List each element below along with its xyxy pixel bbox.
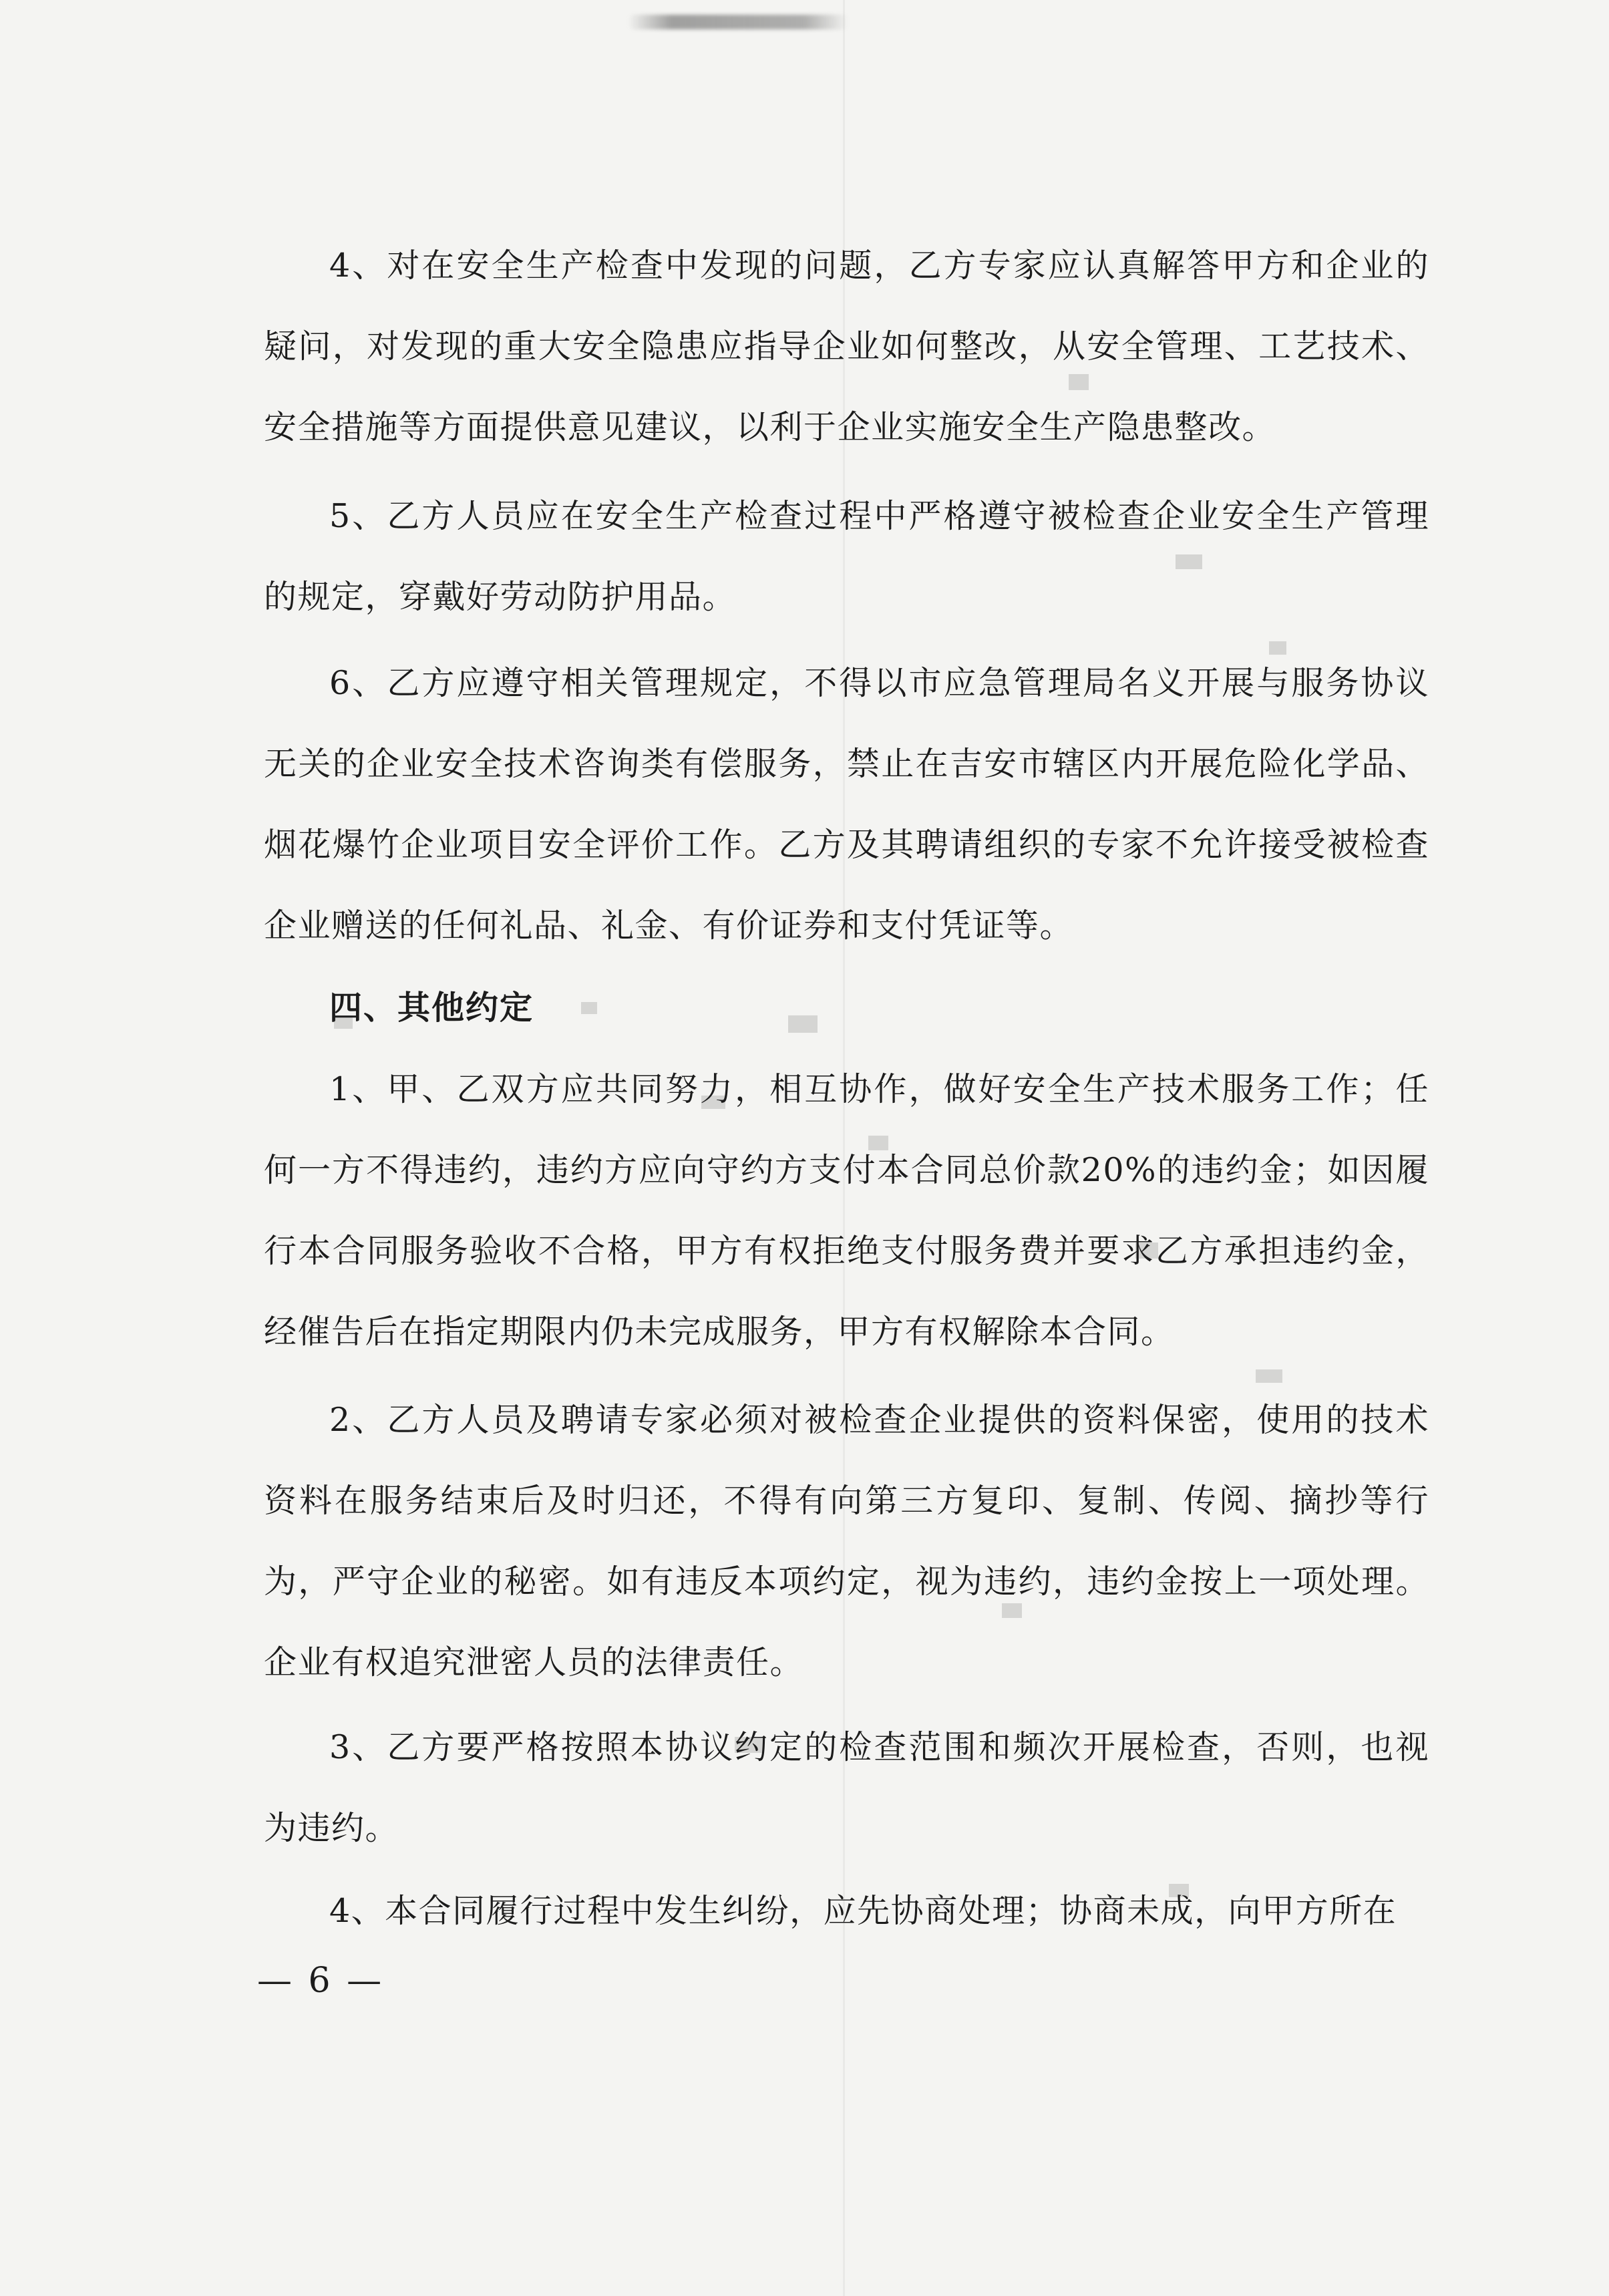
other-paragraph-3: 3、乙方要严格按照本协议约定的检查范围和频次开展检查，否则，也视为违约。 xyxy=(264,1728,1429,1847)
other-paragraph-2: 2、乙方人员及聘请专家必须对被检查企业提供的资料保密，使用的技术资料在服务结束后及时归还，不得有向第三方复印、复制、传阅、摘抄等行为，严守企业的秘密。如有违反本项约定，视为违约，违约金按上一项处理。企业有权追究泄密人员的法律责任。 xyxy=(264,1401,1429,1681)
paragraph-4: 4、对在安全生产检查中发现的问题，乙方专家应认真解答甲方和企业的疑问，对发现的重大安全隐患应指导企业如何整改，从安全管理、工艺技术、安全措施等方面提供意见建议，以利于企业实施安全生产隐患整改。 xyxy=(264,247,1429,446)
other-paragraph-4: 4、本合同履行过程中发生纠纷，应先协商处理；协商未成，向甲方所在 xyxy=(329,1892,1397,1930)
page-number: — 6 — xyxy=(257,1961,385,2001)
other-paragraph-1: 1、甲、乙双方应共同努力，相互协作，做好安全生产技术服务工作；任何一方不得违约，违约方应向守约方支付本合同总价款20%的违约金；如因履行本合同服务验收不合格，甲方有权拒绝支付服务费并要求乙方承担违约金，经催告后在指定期限内仍未完成服务，甲方有权解除本合同。 xyxy=(264,1070,1429,1351)
paragraph-5: 5、乙方人员应在安全生产检查过程中严格遵守被检查企业安全生产管理的规定，穿戴好劳动防护用品。 xyxy=(264,497,1429,616)
scan-top-mark xyxy=(628,15,848,29)
section-heading: 四、其他约定 xyxy=(329,989,534,1027)
paragraph-6: 6、乙方应遵守相关管理规定，不得以市应急管理局名义开展与服务协议无关的企业安全技术咨询类有偿服务，禁止在吉安市辖区内开展危险化学品、烟花爆竹企业项目安全评价工作。乙方及其聘请组织的专家不允许接受被检查企业赠送的任何礼品、礼金、有价证券和支付凭证等。 xyxy=(264,664,1429,945)
